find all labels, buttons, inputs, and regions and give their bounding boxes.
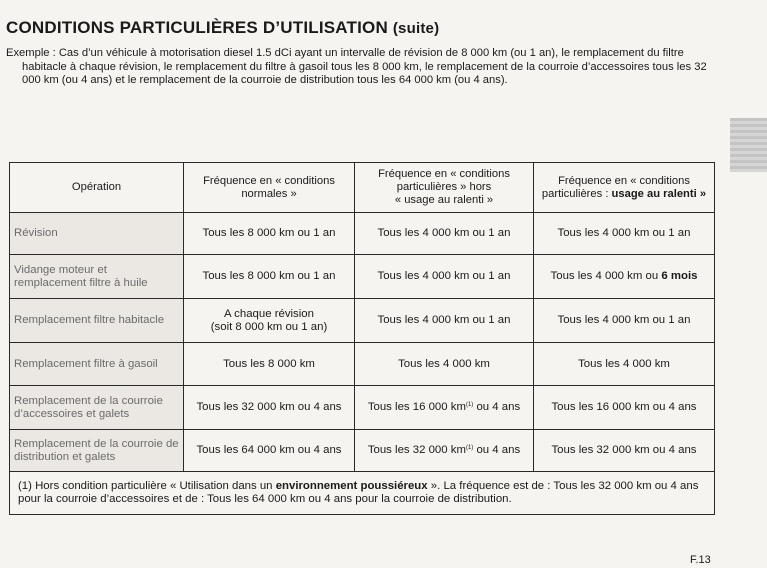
row-particular: Tous les 4 000 km <box>355 343 534 386</box>
row-idle <box>534 255 715 299</box>
header-idle-bold: usage au ralenti <box>611 187 697 200</box>
row-normal: Tous les 8 000 km ou 1 an <box>184 213 355 255</box>
page-number: F.13 <box>690 554 711 566</box>
row-operation: Remplacement filtre habitacle <box>10 299 184 343</box>
table-footnote-row <box>10 472 715 515</box>
row-normal: Tous les 8 000 km <box>184 343 355 386</box>
row-particular-tail: ou 4 ans <box>473 444 521 456</box>
row-idle: Tous les 16 000 km ou 4 ans <box>534 386 715 430</box>
header-particular-text: Fréquence en « conditions particulières » hors <box>378 168 510 193</box>
row-normal: Tous les 64 000 km ou 4 ans <box>184 430 355 472</box>
row-operation: Vidange moteur et remplacement filtre à huile <box>10 255 184 299</box>
table-header-row <box>10 163 715 213</box>
footnote-ref: (1) <box>465 445 474 451</box>
header-idle-close: » <box>699 187 707 200</box>
footnote-tail: ». La fréquence est de : Tous les 32 000 km ou 4 ans pour la courroie d’accessoires et de : Tous les 64 000 km ou 4 ans pour la courroie de distribution. <box>18 479 699 505</box>
footnote-text: (1) Hors condition particulière « Utilisation dans un <box>18 479 273 492</box>
row-particular <box>355 430 534 472</box>
footnote-ref: (1) <box>465 402 474 408</box>
page-title <box>6 18 439 38</box>
row-idle: Tous les 4 000 km ou 1 an <box>534 213 715 255</box>
row-normal: Tous les 32 000 km ou 4 ans <box>184 386 355 430</box>
row-normal <box>184 299 355 343</box>
table-row <box>10 255 715 299</box>
row-particular-text: Tous les 16 000 km <box>367 401 466 413</box>
row-operation: Remplacement de la courroie d’accessoires et galets <box>10 386 184 430</box>
header-idle-text: Fréquence en « conditions particulières : <box>541 174 690 200</box>
row-operation: Remplacement filtre à gasoil <box>10 343 184 386</box>
table-row <box>10 213 715 255</box>
intro-paragraph <box>6 47 718 88</box>
intro-text: Exemple : Cas d’un véhicule à motorisation diesel 1.5 dCi ayant un intervalle de révision de 8 000 km (ou 1 an), le remplacement du filtre habitacle à chaque révision, le remplacement du filtre à gasoil tous les 8 000 km, le remplacement de la courroie d’accessoires tous les 32 000 km (ou 4 ans) et le remplacement de la courroie de distribution tous les 64 000 km (ou 4 ans). <box>6 47 707 86</box>
row-operation: Remplacement de la courroie de distribution et galets <box>10 430 184 472</box>
row-idle: Tous les 4 000 km <box>534 343 715 386</box>
title-main: CONDITIONS PARTICULIÈRES D’UTILISATION <box>6 18 388 37</box>
row-operation: Révision <box>10 213 184 255</box>
section-tab-marker <box>730 118 767 172</box>
table-row <box>10 299 715 343</box>
header-particular <box>355 163 534 213</box>
row-idle-bold: 6 mois <box>661 270 698 282</box>
row-particular: Tous les 4 000 km ou 1 an <box>355 299 534 343</box>
table-row <box>10 430 715 472</box>
row-particular <box>355 386 534 430</box>
row-particular: Tous les 4 000 km ou 1 an <box>355 255 534 299</box>
footnote-bold: environnement poussiéreux <box>275 479 428 492</box>
header-operation: Opération <box>10 163 184 213</box>
row-particular-tail: ou 4 ans <box>473 401 521 413</box>
row-normal: Tous les 8 000 km ou 1 an <box>184 255 355 299</box>
footnote <box>10 472 715 515</box>
title-suite: (suite) <box>392 20 440 37</box>
header-normal: Fréquence en « conditions normales » <box>184 163 355 213</box>
row-particular-text: Tous les 32 000 km <box>367 444 466 456</box>
row-particular: Tous les 4 000 km ou 1 an <box>355 213 534 255</box>
row-idle: Tous les 32 000 km ou 4 ans <box>534 430 715 472</box>
maintenance-table <box>9 162 715 515</box>
row-idle-text: Tous les 4 000 km ou <box>550 270 659 282</box>
row-normal-line2: (soit 8 000 km ou 1 an) <box>210 320 328 333</box>
row-idle: Tous les 4 000 km ou 1 an <box>534 299 715 343</box>
table-row <box>10 386 715 430</box>
row-normal-line1: A chaque révision <box>224 307 314 320</box>
header-idle <box>534 163 715 213</box>
table-row <box>10 343 715 386</box>
header-particular-cont: « usage au ralenti » <box>394 194 494 206</box>
